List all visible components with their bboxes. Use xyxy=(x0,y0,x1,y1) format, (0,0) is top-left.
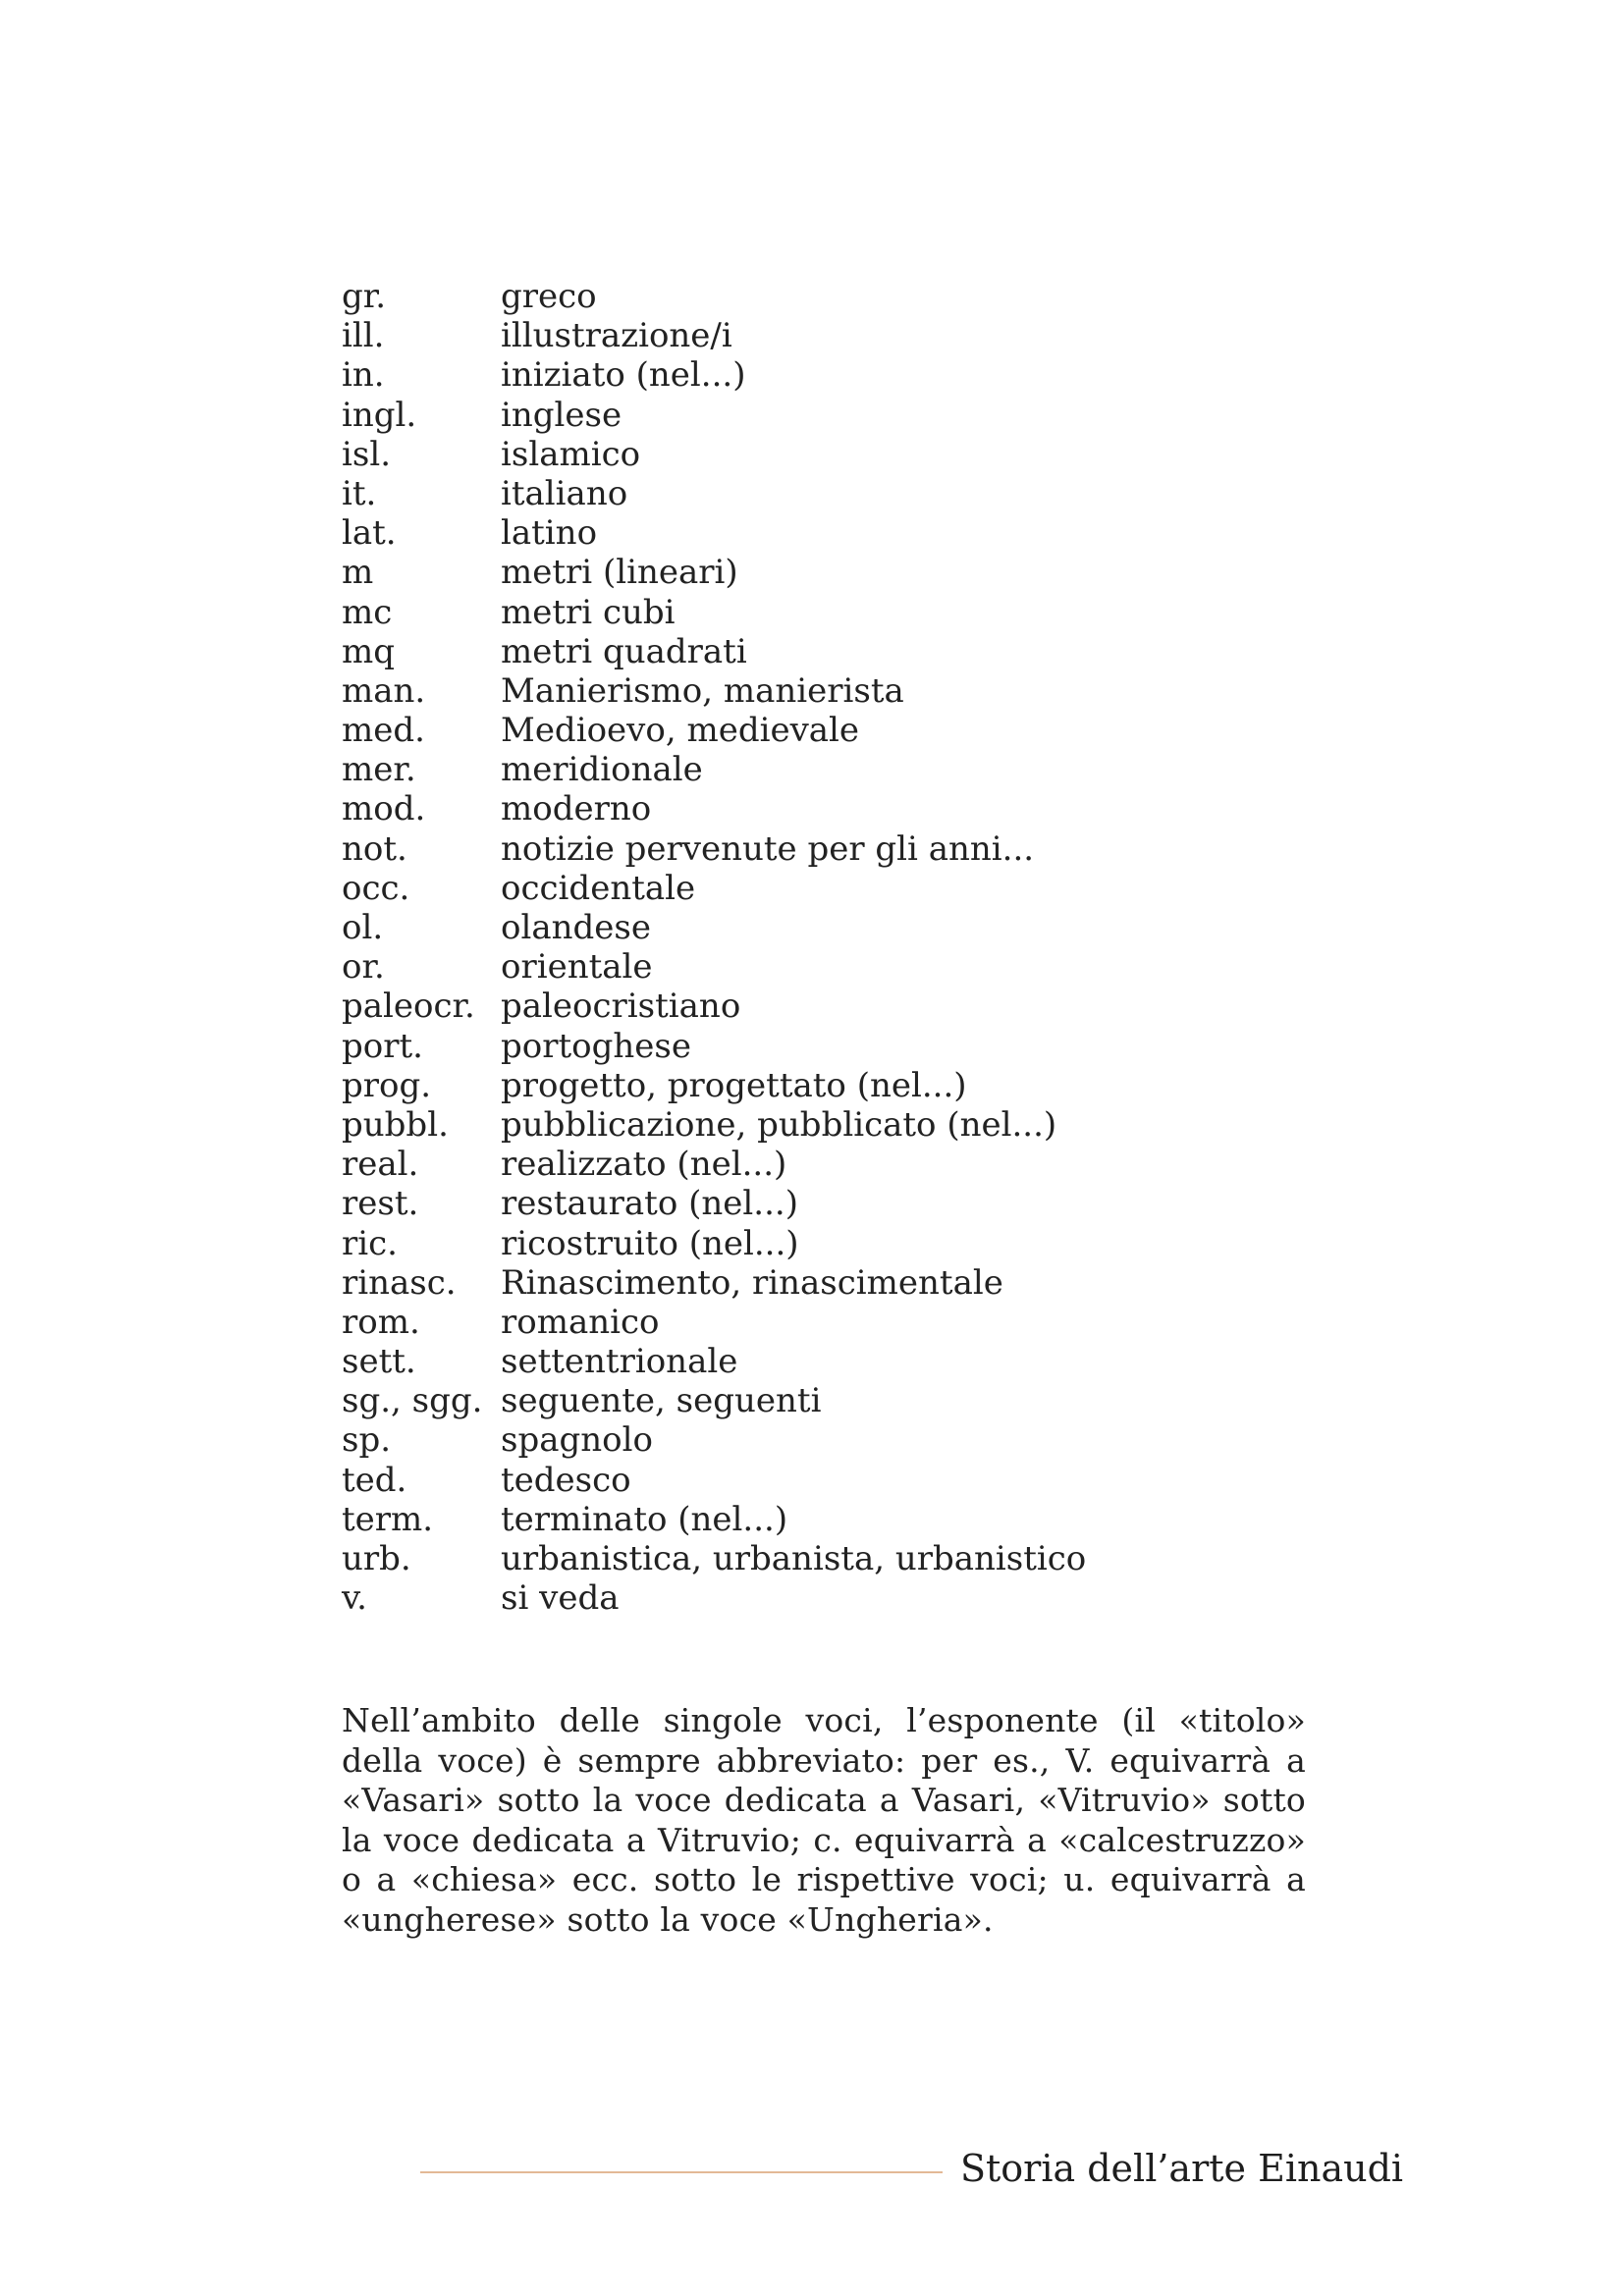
abbreviation-meaning: inglese xyxy=(501,395,622,435)
abbreviation-key: med. xyxy=(342,711,425,751)
abbreviation-row xyxy=(342,908,1324,947)
abbreviation-meaning: metri cubi xyxy=(501,592,676,632)
abbreviation-row xyxy=(342,1342,1324,1381)
abbreviation-key: mc xyxy=(342,592,393,632)
abbreviation-meaning: metri (lineari) xyxy=(501,553,738,593)
abbreviation-row xyxy=(342,513,1324,553)
abbreviation-meaning: ricostruito (nel...) xyxy=(501,1223,799,1263)
abbreviation-row xyxy=(342,355,1324,395)
abbreviation-key: rom. xyxy=(342,1302,420,1342)
abbreviation-key: prog. xyxy=(342,1065,432,1105)
abbreviation-list xyxy=(342,277,1324,1618)
abbreviation-meaning: illustrazione/i xyxy=(501,316,732,356)
abbreviation-key: lat. xyxy=(342,513,397,554)
footer-title: Storia dell’arte Einaudi xyxy=(960,2147,1404,2190)
abbreviation-key: paleocr. xyxy=(342,987,475,1027)
abbreviation-row xyxy=(342,1500,1324,1539)
abbreviation-meaning: romanico xyxy=(501,1302,660,1342)
abbreviation-row xyxy=(342,1303,1324,1342)
abbreviation-row xyxy=(342,1578,1324,1618)
abbreviation-key: ol. xyxy=(342,908,384,947)
abbreviation-row xyxy=(342,435,1324,474)
footer-rule xyxy=(420,2171,943,2173)
abbreviation-row xyxy=(342,1224,1324,1263)
abbreviation-key: m xyxy=(342,553,374,593)
abbreviation-row xyxy=(342,987,1324,1026)
abbreviation-meaning: italiano xyxy=(501,473,628,513)
abbreviation-row xyxy=(342,1263,1324,1303)
abbreviation-meaning: portoghese xyxy=(501,1026,691,1066)
abbreviation-row xyxy=(342,869,1324,908)
abbreviation-key: mod. xyxy=(342,789,426,829)
abbreviation-row xyxy=(342,1145,1324,1184)
abbreviation-row xyxy=(342,316,1324,355)
abbreviation-row xyxy=(342,1420,1324,1460)
abbreviation-row xyxy=(342,474,1324,513)
abbreviation-key: rinasc. xyxy=(342,1262,457,1303)
abbreviation-meaning: progetto, progettato (nel...) xyxy=(501,1065,967,1105)
abbreviation-meaning: settentrionale xyxy=(501,1342,738,1382)
abbreviation-key: sett. xyxy=(342,1342,416,1382)
abbreviation-meaning: si veda xyxy=(501,1578,620,1619)
abbreviation-meaning: realizzato (nel...) xyxy=(501,1145,787,1185)
abbreviation-meaning: moderno xyxy=(501,789,652,829)
abbreviation-meaning: spagnolo xyxy=(501,1420,653,1461)
abbreviation-meaning: islamico xyxy=(501,434,641,474)
abbreviation-meaning: meridionale xyxy=(501,750,703,790)
abbreviation-meaning: urbanistica, urbanista, urbanistico xyxy=(501,1539,1087,1578)
abbreviation-key: port. xyxy=(342,1026,423,1066)
abbreviation-row xyxy=(342,396,1324,435)
abbreviation-row xyxy=(342,632,1324,671)
abbreviation-row xyxy=(342,553,1324,592)
abbreviation-meaning: Rinascimento, rinascimentale xyxy=(501,1262,1003,1303)
abbreviation-meaning: metri quadrati xyxy=(501,631,747,671)
abbreviation-row xyxy=(342,593,1324,632)
abbreviation-row xyxy=(342,1461,1324,1500)
abbreviation-key: man. xyxy=(342,670,426,711)
abbreviation-key: it. xyxy=(342,473,377,513)
abbreviation-key: pubbl. xyxy=(342,1104,449,1145)
abbreviation-row xyxy=(342,277,1324,316)
abbreviation-meaning: terminato (nel...) xyxy=(501,1499,788,1539)
abbreviation-meaning: notizie pervenute per gli anni... xyxy=(501,828,1035,869)
abbreviation-row xyxy=(342,829,1324,869)
abbreviation-key: gr. xyxy=(342,277,387,316)
abbreviation-row xyxy=(342,1027,1324,1066)
abbreviation-meaning: seguente, seguenti xyxy=(501,1381,822,1421)
abbreviation-key: ted. xyxy=(342,1460,407,1500)
abbreviation-row xyxy=(342,1539,1324,1578)
abbreviation-key: in. xyxy=(342,355,385,396)
abbreviation-key: mer. xyxy=(342,750,416,790)
abbreviation-key: isl. xyxy=(342,434,392,474)
note-paragraph: Nell’ambito delle singole voci, l’esponente (il «titolo» della voce) è sempre abbreviato: per es., V. equivarrà a «Vasari» sotto la voce dedicata a Vasari, «Vitruvio» sotto la voce dedicata a Vitruvio; c. equivarrà a «calcestruzzo» o a «chiesa» ecc. sotto le rispettive voci; u. equivarrà a «ungherese» sotto la voce «Ungheria». xyxy=(342,1701,1306,1939)
abbreviation-row xyxy=(342,750,1324,789)
abbreviation-meaning: Medioevo, medievale xyxy=(501,711,860,751)
abbreviation-meaning: restaurato (nel...) xyxy=(501,1184,798,1224)
abbreviation-key: not. xyxy=(342,828,407,869)
abbreviation-key: sp. xyxy=(342,1420,392,1461)
abbreviation-key: or. xyxy=(342,947,385,988)
abbreviation-key: real. xyxy=(342,1145,419,1185)
abbreviation-row xyxy=(342,947,1324,987)
abbreviation-meaning: orientale xyxy=(501,947,653,988)
abbreviation-row xyxy=(342,789,1324,828)
abbreviation-meaning: greco xyxy=(501,277,597,316)
abbreviation-key: urb. xyxy=(342,1539,411,1578)
abbreviation-meaning: paleocristiano xyxy=(501,987,741,1027)
abbreviation-key: term. xyxy=(342,1499,434,1539)
abbreviation-key: ingl. xyxy=(342,395,417,435)
abbreviation-row xyxy=(342,1381,1324,1420)
abbreviation-meaning: pubblicazione, pubblicato (nel...) xyxy=(501,1104,1057,1145)
abbreviation-meaning: occidentale xyxy=(501,868,696,908)
abbreviation-key: ill. xyxy=(342,316,385,356)
abbreviation-row xyxy=(342,1066,1324,1105)
abbreviation-key: sg., sgg. xyxy=(342,1381,483,1421)
abbreviation-meaning: Manierismo, manierista xyxy=(501,670,904,711)
abbreviation-meaning: olandese xyxy=(501,908,651,947)
abbreviation-key: v. xyxy=(342,1578,367,1619)
abbreviation-row xyxy=(342,711,1324,750)
abbreviation-meaning: tedesco xyxy=(501,1460,631,1500)
abbreviation-key: rest. xyxy=(342,1184,419,1224)
abbreviation-key: ric. xyxy=(342,1223,398,1263)
abbreviation-row xyxy=(342,1105,1324,1145)
abbreviation-key: occ. xyxy=(342,868,410,908)
abbreviation-row xyxy=(342,671,1324,711)
abbreviation-row xyxy=(342,1184,1324,1223)
abbreviation-meaning: latino xyxy=(501,513,598,554)
abbreviation-key: mq xyxy=(342,631,396,671)
abbreviation-meaning: iniziato (nel...) xyxy=(501,355,746,396)
